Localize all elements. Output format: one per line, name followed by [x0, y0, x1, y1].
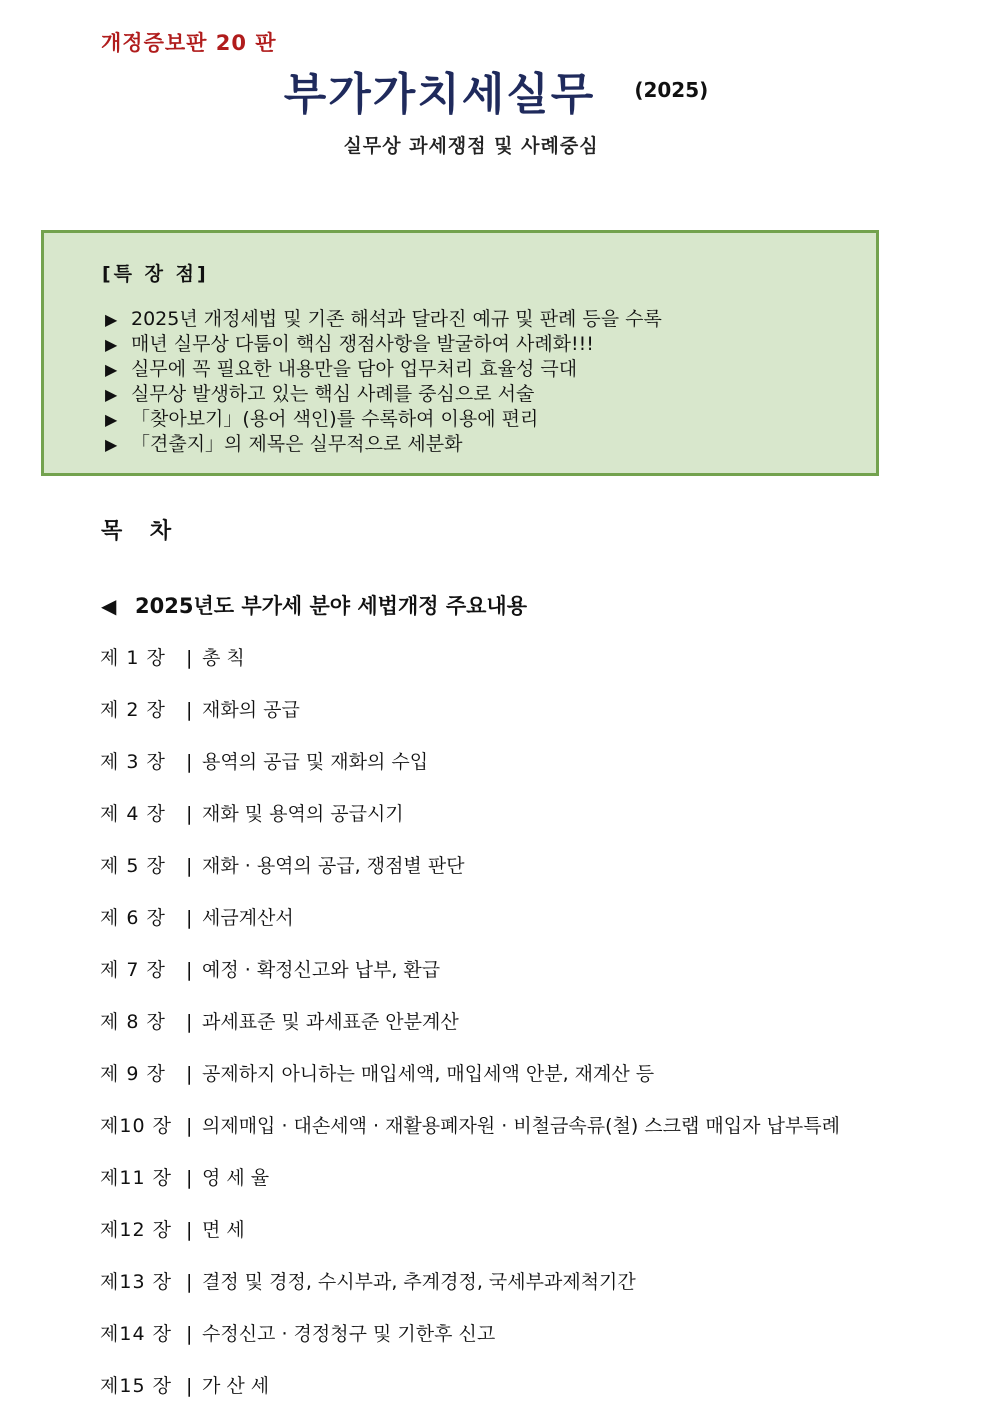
- chapter-title: 재화 · 용역의 공급, 쟁점별 판단: [202, 855, 465, 877]
- chapter-separator: |: [186, 699, 193, 721]
- title-row: [0, 58, 992, 122]
- right-triangle-icon: ▶: [105, 360, 118, 379]
- chapter-title: 결정 및 경정, 수시부과, 추계경정, 국세부과제척기간: [202, 1271, 636, 1293]
- chapter-title: 의제매입 · 대손세액 · 재활용폐자원 · 비철금속류(철) 스크랩 매입자 납부특례: [202, 1115, 840, 1137]
- chapter-row: [100, 696, 840, 748]
- left-triangle-icon: ◀: [101, 594, 117, 618]
- book-year: (2025): [634, 78, 709, 102]
- chapter-separator: |: [186, 1323, 193, 1345]
- chapter-number: 제 3 장: [100, 751, 166, 773]
- book-title: 부가가치세실무: [283, 69, 596, 120]
- chapter-separator: |: [186, 751, 193, 773]
- chapter-row: [100, 644, 840, 696]
- chapter-row: [100, 1372, 840, 1424]
- chapter-title: 재화의 공급: [202, 699, 300, 721]
- chapter-number: 제 5 장: [100, 855, 166, 877]
- chapter-number: 제14 장: [100, 1323, 172, 1345]
- feature-item: [105, 432, 662, 457]
- toc-title: 목 차: [101, 519, 182, 544]
- chapter-row: [100, 1216, 840, 1268]
- chapter-number: 제 8 장: [100, 1011, 166, 1033]
- feature-item-text: 실무에 꼭 필요한 내용만을 담아 업무처리 효율성 극대: [131, 358, 578, 380]
- chapter-row: [100, 1008, 840, 1060]
- right-triangle-icon: ▶: [105, 335, 118, 354]
- chapter-title: 총 칙: [202, 647, 245, 669]
- features-list: [105, 307, 662, 457]
- chapter-title: 공제하지 아니하는 매입세액, 매입세액 안분, 재계산 등: [202, 1063, 655, 1085]
- chapter-number: 제 2 장: [100, 699, 166, 721]
- chapter-separator: |: [186, 1167, 193, 1189]
- chapter-title: 세금계산서: [202, 907, 294, 929]
- toc-highlight-text: 2025년도 부가세 분야 세법개정 주요내용: [135, 594, 527, 618]
- chapter-separator: |: [186, 1063, 193, 1085]
- feature-item-text: 2025년 개정세법 및 기존 해석과 달라진 예규 및 판례 등을 수록: [131, 308, 662, 330]
- feature-item-text: 「견출지」의 제목은 실무적으로 세분화: [131, 433, 463, 455]
- chapter-row: [100, 1060, 840, 1112]
- chapter-row: [100, 904, 840, 956]
- chapter-separator: |: [186, 907, 193, 929]
- feature-item: [105, 382, 662, 407]
- features-heading: [특 장 점]: [102, 263, 209, 285]
- chapter-row: [100, 1320, 840, 1372]
- chapter-row: [100, 956, 840, 1008]
- chapter-number: 제 6 장: [100, 907, 166, 929]
- chapter-title: 영 세 율: [202, 1167, 270, 1189]
- chapter-number: 제15 장: [100, 1375, 172, 1397]
- chapter-number: 제 4 장: [100, 803, 166, 825]
- chapter-title: 가 산 세: [202, 1375, 270, 1397]
- chapter-number: 제 1 장: [100, 647, 166, 669]
- chapter-separator: |: [186, 803, 193, 825]
- chapter-row: [100, 800, 840, 852]
- right-triangle-icon: ▶: [105, 435, 118, 454]
- chapter-row: [100, 1112, 840, 1164]
- feature-item-text: 매년 실무상 다툼이 핵심 쟁점사항을 발굴하여 사례화!!!: [131, 333, 594, 355]
- toc-highlight: [101, 590, 527, 620]
- chapter-number: 제 7 장: [100, 959, 166, 981]
- chapter-row: [100, 852, 840, 904]
- chapter-row: [100, 1268, 840, 1320]
- chapter-separator: |: [186, 855, 193, 877]
- right-triangle-icon: ▶: [105, 410, 118, 429]
- right-triangle-icon: ▶: [105, 310, 118, 329]
- book-subtitle: 실무상 과세쟁점 및 사례중심: [343, 135, 599, 157]
- chapter-number: 제11 장: [100, 1167, 172, 1189]
- chapter-separator: |: [186, 1271, 193, 1293]
- chapter-title: 용역의 공급 및 재화의 수입: [202, 751, 429, 773]
- chapter-separator: |: [186, 647, 193, 669]
- chapter-number: 제 9 장: [100, 1063, 166, 1085]
- feature-item: [105, 357, 662, 382]
- chapter-row: [100, 1164, 840, 1216]
- chapter-separator: |: [186, 1115, 193, 1137]
- feature-item-text: 실무상 발생하고 있는 핵심 사례를 중심으로 서술: [131, 383, 535, 405]
- chapter-number: 제13 장: [100, 1271, 172, 1293]
- chapter-list: [100, 644, 840, 1424]
- chapter-row: [100, 748, 840, 800]
- chapter-number: 제12 장: [100, 1219, 172, 1241]
- features-box: [41, 230, 879, 476]
- right-triangle-icon: ▶: [105, 385, 118, 404]
- feature-item-text: 「찾아보기」(용어 색인)를 수록하여 이용에 편리: [131, 408, 539, 430]
- chapter-title: 과세표준 및 과세표준 안분계산: [202, 1011, 459, 1033]
- edition-label: 개정증보판 20 판: [101, 31, 277, 55]
- chapter-title: 예정 · 확정신고와 납부, 환급: [202, 959, 441, 981]
- feature-item: [105, 407, 662, 432]
- chapter-separator: |: [186, 1219, 193, 1241]
- chapter-separator: |: [186, 1375, 193, 1397]
- chapter-separator: |: [186, 1011, 193, 1033]
- chapter-title: 재화 및 용역의 공급시기: [202, 803, 404, 825]
- feature-item: [105, 332, 662, 357]
- chapter-number: 제10 장: [100, 1115, 172, 1137]
- feature-item: [105, 307, 662, 332]
- chapter-title: 수정신고 · 경정청구 및 기한후 신고: [202, 1323, 496, 1345]
- chapter-separator: |: [186, 959, 193, 981]
- chapter-title: 면 세: [202, 1219, 245, 1241]
